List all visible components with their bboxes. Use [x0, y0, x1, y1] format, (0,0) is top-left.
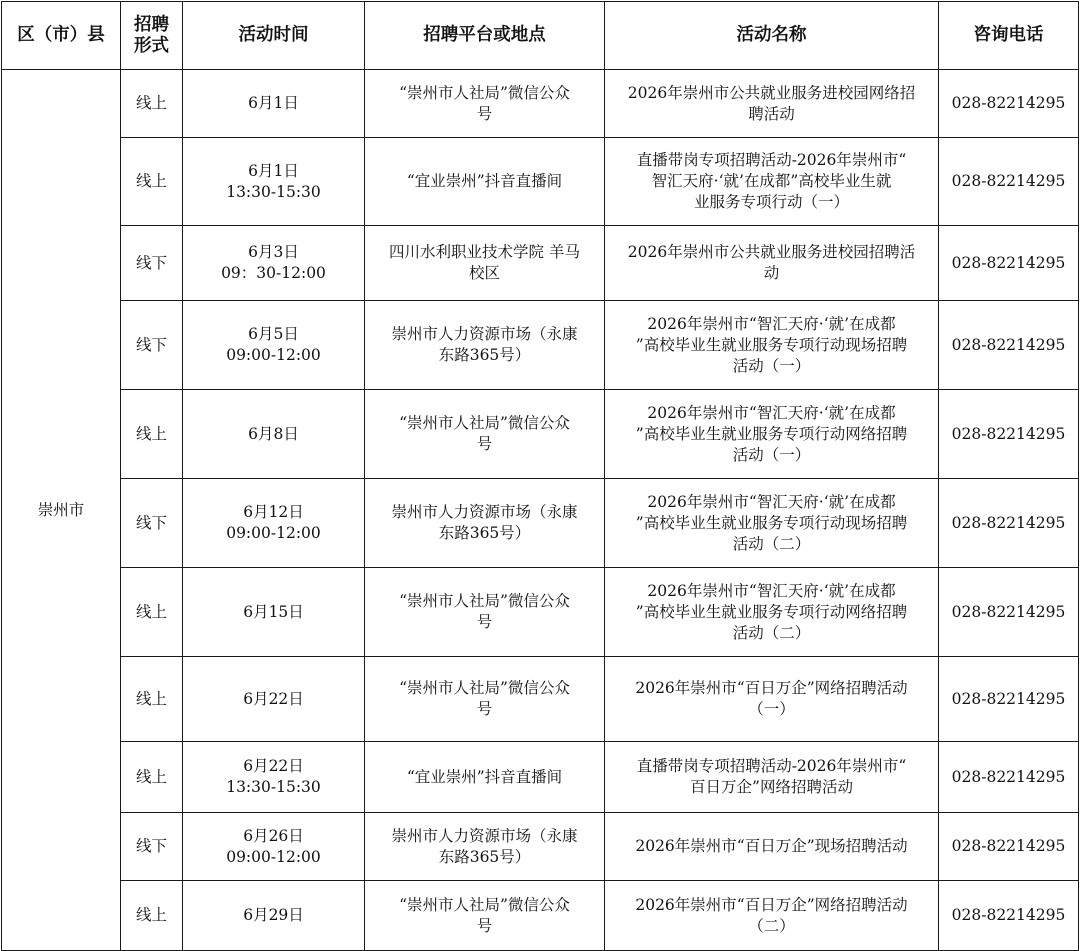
venue-cell-line: 号 — [476, 104, 493, 123]
time-cell — [183, 138, 365, 226]
venue-cell-line: 四川水利职业技术学院 羊马 — [389, 243, 580, 261]
time-cell — [183, 301, 365, 390]
header-form-line: 招聘 — [134, 14, 169, 35]
time-cell — [183, 568, 365, 657]
activity-name-cell-line: 2026年崇州市“智汇天府·‘就’在成都 — [647, 314, 896, 333]
form-cell: 线上 — [121, 70, 183, 138]
time-cell — [183, 881, 365, 951]
venue-cell-line: 东路365号） — [438, 524, 531, 542]
time-cell-line: 09:00-12:00 — [226, 524, 321, 542]
activity-name-cell-line: 百日万企”网络招聘活动 — [690, 778, 853, 796]
activity-name-cell-line: 活动（一） — [732, 445, 811, 464]
time-cell-line: 6月22日 — [243, 689, 304, 708]
activity-name-cell-line: 活动（二） — [732, 534, 811, 553]
activity-name-cell-line: 2026年崇州市“百日万企”现场招聘活动 — [635, 837, 908, 855]
activity-name-cell-line: 聘活动 — [748, 104, 795, 123]
time-cell — [183, 657, 365, 742]
phone-cell: 028-82214295 — [939, 390, 1079, 479]
time-cell-line: 13:30-15:30 — [226, 182, 321, 201]
time-cell-line: 6月22日 — [243, 757, 304, 775]
phone-cell: 028-82214295 — [939, 742, 1079, 813]
activity-name-cell — [605, 742, 939, 813]
activity-name-cell — [605, 568, 939, 657]
venue-cell-line: 号 — [476, 435, 493, 453]
form-cell: 线下 — [121, 813, 183, 881]
activity-name-cell-line: ”高校毕业生就业服务专项行动现场招聘 — [635, 513, 908, 532]
venue-cell-line: “崇州市人社局”微信公众 — [399, 592, 570, 610]
table-row — [2, 568, 1079, 657]
recruitment-schedule-table — [1, 1, 1079, 951]
header-time: 活动时间 — [183, 2, 365, 70]
activity-name-cell — [605, 138, 939, 226]
activity-name-cell-line: 动 — [763, 264, 780, 282]
venue-cell — [365, 657, 605, 742]
activity-name-cell — [605, 813, 939, 881]
time-cell-line: 09:00-12:00 — [226, 346, 321, 364]
venue-cell-line: “宜业崇州”抖音直播间 — [406, 172, 563, 190]
time-cell-line: 6月3日 — [248, 243, 299, 261]
time-cell-line: 09:00-12:00 — [226, 847, 321, 866]
time-cell — [183, 226, 365, 301]
time-cell — [183, 390, 365, 479]
activity-name-cell-line: 活动（一） — [732, 356, 811, 375]
table-row — [2, 226, 1079, 301]
form-cell: 线上 — [121, 881, 183, 951]
venue-cell-line: 号 — [476, 916, 493, 935]
venue-cell — [365, 70, 605, 138]
phone-cell: 028-82214295 — [939, 70, 1079, 138]
form-cell: 线下 — [121, 226, 183, 301]
activity-name-cell-line: 2026年崇州市“百日万企”网络招聘活动 — [635, 679, 908, 697]
header-name: 活动名称 — [605, 2, 939, 70]
venue-cell-line: “宜业崇州”抖音直播间 — [406, 767, 563, 786]
table-row — [2, 881, 1079, 951]
form-cell: 线上 — [121, 390, 183, 479]
venue-cell — [365, 390, 605, 479]
header-district: 区（市）县 — [2, 2, 121, 70]
activity-name-cell-line: ”高校毕业生就业服务专项行动现场招聘 — [635, 335, 908, 354]
time-cell — [183, 70, 365, 138]
venue-cell-line: 崇州市人力资源市场（永康 — [391, 325, 578, 343]
phone-cell: 028-82214295 — [939, 226, 1079, 301]
activity-name-cell — [605, 479, 939, 568]
form-cell: 线上 — [121, 742, 183, 813]
activity-name-cell-line: 2026年崇州市公共就业服务进校园网络招 — [627, 83, 916, 102]
activity-name-cell-line: 2026年崇州市“智汇天府·‘就’在成都 — [647, 403, 896, 422]
activity-name-cell-line: （二） — [748, 916, 795, 935]
activity-name-cell-line: 业服务专项行动（一） — [693, 193, 849, 211]
venue-cell-line: 校区 — [468, 264, 500, 282]
table-row — [2, 742, 1079, 813]
venue-cell-line: “崇州市人社局”微信公众 — [399, 895, 570, 914]
venue-cell-line: 崇州市人力资源市场（永康 — [391, 503, 578, 521]
time-cell-line: 6月1日 — [248, 94, 299, 112]
venue-cell — [365, 301, 605, 390]
time-cell-line: 6月26日 — [243, 826, 304, 845]
activity-name-cell-line: 2026年崇州市公共就业服务进校园招聘活 — [627, 243, 916, 261]
form-cell: 线上 — [121, 657, 183, 742]
header-row — [2, 2, 1079, 70]
venue-cell-line: “崇州市人社局”微信公众 — [399, 679, 570, 697]
activity-name-cell-line: ”高校毕业生就业服务专项行动网络招聘 — [635, 424, 908, 443]
form-cell: 线上 — [121, 568, 183, 657]
activity-name-cell-line: 直播带岗专项招聘活动-2026年崇州市“ — [636, 151, 907, 169]
venue-cell — [365, 479, 605, 568]
venue-cell-line: 东路365号） — [438, 847, 531, 866]
activity-name-cell — [605, 657, 939, 742]
phone-cell: 028-82214295 — [939, 479, 1079, 568]
venue-cell-line: “崇州市人社局”微信公众 — [399, 83, 570, 102]
venue-cell-line: 号 — [476, 700, 493, 718]
venue-cell-line: 崇州市人力资源市场（永康 — [391, 826, 578, 845]
time-cell-line: 6月1日 — [248, 161, 299, 180]
activity-name-cell — [605, 70, 939, 138]
activity-name-cell-line: 智汇天府·‘就’在成都”高校毕业生就 — [651, 172, 892, 190]
venue-cell — [365, 881, 605, 951]
table-row — [2, 479, 1079, 568]
activity-name-cell — [605, 226, 939, 301]
activity-name-cell — [605, 390, 939, 479]
time-cell — [183, 742, 365, 813]
venue-cell-line: 号 — [476, 613, 493, 631]
form-cell: 线下 — [121, 479, 183, 568]
venue-cell — [365, 226, 605, 301]
table-body — [2, 70, 1079, 951]
district-cell: 崇州市 — [2, 70, 121, 951]
header-form — [121, 2, 183, 70]
table-row — [2, 301, 1079, 390]
time-cell-line: 6月15日 — [243, 602, 304, 621]
table-row — [2, 390, 1079, 479]
activity-name-cell-line: 直播带岗专项招聘活动-2026年崇州市“ — [636, 757, 907, 775]
form-cell: 线下 — [121, 301, 183, 390]
header-form-line: 形式 — [134, 35, 169, 56]
phone-cell: 028-82214295 — [939, 657, 1079, 742]
header-venue: 招聘平台或地点 — [365, 2, 605, 70]
venue-cell — [365, 742, 605, 813]
table-row — [2, 813, 1079, 881]
venue-cell-line: “崇州市人社局”微信公众 — [399, 414, 570, 432]
phone-cell: 028-82214295 — [939, 568, 1079, 657]
phone-cell: 028-82214295 — [939, 138, 1079, 226]
table-row — [2, 70, 1079, 138]
time-cell-line: 6月12日 — [243, 503, 304, 521]
table-row — [2, 138, 1079, 226]
table-row — [2, 657, 1079, 742]
venue-cell — [365, 138, 605, 226]
venue-cell — [365, 568, 605, 657]
activity-name-cell-line: 2026年崇州市“智汇天府·‘就’在成都 — [647, 581, 896, 600]
venue-cell-line: 东路365号） — [438, 346, 531, 364]
time-cell-line: 09：30-12:00 — [221, 264, 326, 282]
form-cell: 线上 — [121, 138, 183, 226]
time-cell-line: 13:30-15:30 — [226, 778, 321, 796]
time-cell-line: 6月8日 — [248, 424, 299, 443]
phone-cell: 028-82214295 — [939, 813, 1079, 881]
activity-name-cell — [605, 881, 939, 951]
phone-cell: 028-82214295 — [939, 301, 1079, 390]
header-phone: 咨询电话 — [939, 2, 1079, 70]
time-cell — [183, 813, 365, 881]
activity-name-cell-line: （一） — [748, 700, 795, 718]
activity-name-cell — [605, 301, 939, 390]
venue-cell — [365, 813, 605, 881]
time-cell-line: 6月5日 — [248, 325, 299, 343]
activity-name-cell-line: 2026年崇州市“智汇天府·‘就’在成都 — [647, 492, 896, 511]
time-cell-line: 6月29日 — [243, 906, 304, 924]
activity-name-cell-line: 2026年崇州市“百日万企”网络招聘活动 — [635, 895, 908, 914]
time-cell — [183, 479, 365, 568]
activity-name-cell-line: 活动（二） — [732, 623, 811, 642]
activity-name-cell-line: ”高校毕业生就业服务专项行动网络招聘 — [635, 602, 908, 621]
phone-cell: 028-82214295 — [939, 881, 1079, 951]
